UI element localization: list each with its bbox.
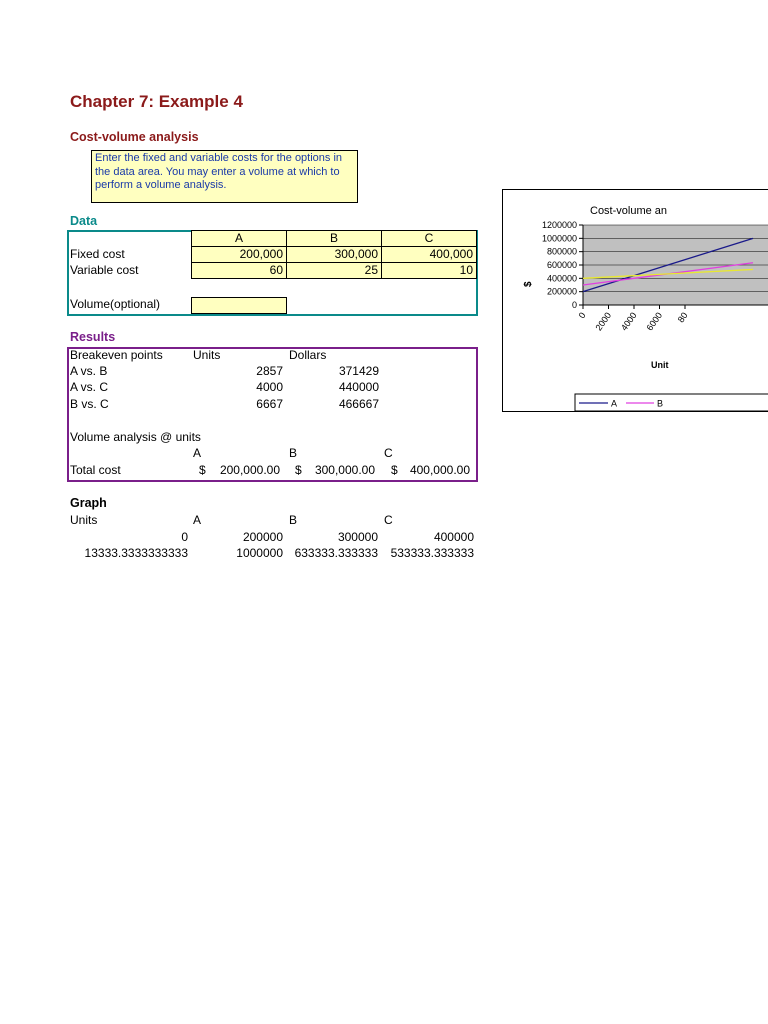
graph-cell: 0	[181, 530, 188, 544]
y-axis-label: $	[523, 281, 534, 287]
va-column-b: B	[289, 446, 298, 460]
x-tick-label: 2000	[593, 310, 614, 333]
y-tick-label: 1000000	[541, 233, 577, 244]
chart-title: Cost-volume an	[590, 205, 668, 217]
breakeven-units: 6667	[256, 397, 283, 411]
chart-container[interactable]	[502, 189, 768, 412]
va-column-a: A	[193, 446, 202, 460]
results-heading: Results	[70, 330, 116, 344]
graph-cell: 200000	[242, 530, 283, 544]
currency-symbol: $	[199, 463, 206, 477]
legend-label-a: A	[611, 398, 618, 409]
graph-units-label: Units	[70, 513, 98, 527]
graph-column-b: B	[289, 513, 298, 527]
x-tick-label: 6000	[644, 310, 665, 333]
subtitle: Cost-volume analysis	[70, 130, 199, 144]
breakeven-units: 2857	[256, 364, 283, 378]
fixed-cost-c-input[interactable]: 400,000	[381, 246, 477, 263]
breakeven-row-label: A vs. C	[70, 380, 109, 394]
dollars-header: Dollars	[289, 348, 327, 362]
column-header-a: A	[191, 230, 287, 247]
column-header-c: C	[381, 230, 477, 247]
volume-label: Volume(optional)	[70, 297, 161, 311]
breakeven-units: 4000	[256, 380, 283, 394]
data-heading: Data	[70, 214, 98, 228]
instruction-note: Enter the fixed and variable costs for the options in the data area. You may enter a volume at which to perform a volume analysis.	[91, 150, 358, 203]
fixed-cost-b-input[interactable]: 300,000	[286, 246, 382, 263]
graph-cell: 533333.333333	[390, 546, 474, 560]
units-header: Units	[193, 348, 221, 362]
graph-cell: 633333.333333	[294, 546, 378, 560]
variable-cost-b-input[interactable]: 25	[286, 262, 382, 279]
total-cost-b: 300,000.00	[314, 463, 375, 477]
breakeven-label: Breakeven points	[70, 348, 163, 362]
graph-column-c: C	[384, 513, 393, 527]
breakeven-row-label: B vs. C	[70, 397, 109, 411]
currency-symbol: $	[391, 463, 398, 477]
graph-column-a: A	[193, 513, 202, 527]
variable-cost-c-input[interactable]: 10	[381, 262, 477, 279]
y-tick-label: 1200000	[541, 220, 577, 230]
volume-input[interactable]	[191, 297, 287, 314]
x-tick-label: 4000	[618, 310, 639, 333]
graph-cell: 400000	[433, 530, 474, 544]
fixed-cost-label: Fixed cost	[70, 247, 125, 261]
page-title: Chapter 7: Example 4	[70, 92, 243, 111]
y-tick-label: 0	[571, 300, 577, 310]
y-tick-label: 600000	[546, 260, 577, 270]
breakeven-dollars: 371429	[338, 364, 379, 378]
legend	[575, 394, 768, 411]
x-tick-label: 80	[675, 310, 690, 325]
fixed-cost-a-input[interactable]: 200,000	[191, 246, 287, 263]
total-cost-c: 400,000.00	[409, 463, 470, 477]
va-column-c: C	[384, 446, 393, 460]
graph-cell: 1000000	[236, 546, 283, 560]
legend-label-b: B	[657, 398, 664, 409]
x-axis	[577, 305, 768, 333]
breakeven-row-label: A vs. B	[70, 364, 108, 378]
currency-symbol: $	[295, 463, 302, 477]
breakeven-dollars: 440000	[338, 380, 379, 394]
graph-cell: 13333.3333333333	[84, 546, 188, 560]
cost-volume-chart	[503, 190, 768, 412]
column-header-b: B	[286, 230, 382, 247]
variable-cost-a-input[interactable]: 60	[191, 262, 287, 279]
y-tick-label: 400000	[546, 273, 577, 284]
total-cost-a: 200,000.00	[219, 463, 280, 477]
graph-heading: Graph	[70, 496, 107, 510]
volume-analysis-label: Volume analysis @ units	[70, 430, 201, 444]
x-tick-label: 0	[576, 310, 588, 321]
graph-cell: 300000	[337, 530, 378, 544]
x-axis-label: Unit	[651, 360, 669, 370]
total-cost-label: Total cost	[70, 463, 121, 477]
y-tick-label: 800000	[546, 246, 577, 257]
y-tick-label: 200000	[546, 286, 577, 297]
variable-cost-label: Variable cost	[70, 263, 139, 277]
breakeven-dollars: 466667	[338, 397, 379, 411]
